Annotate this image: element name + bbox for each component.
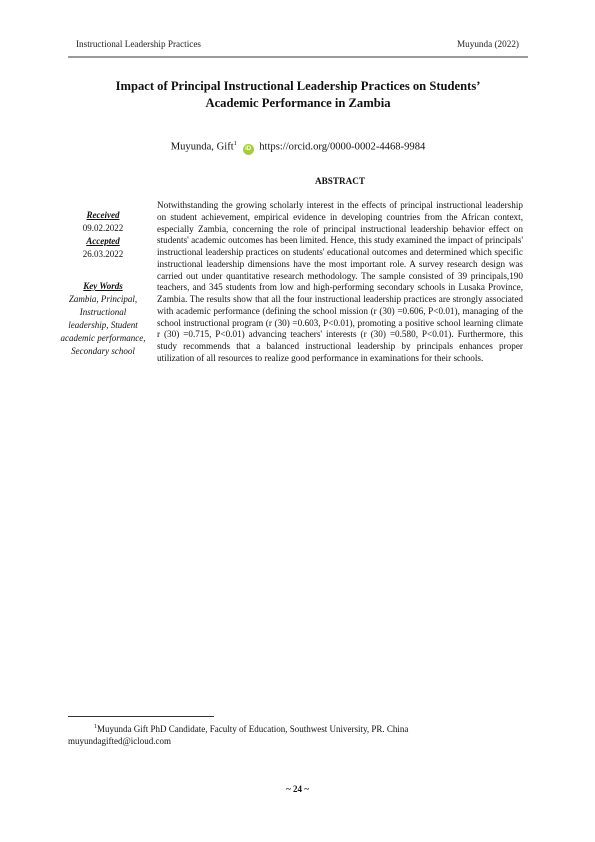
received-date: 09.02.2022 — [82, 223, 124, 233]
footnote-mark: 1 — [94, 724, 97, 730]
paper-title-line-1: Impact of Principal Instructional Leadership Practices on Students’ — [115, 79, 481, 93]
footnote-divider — [68, 716, 214, 717]
article-info-sidebar — [60, 209, 146, 358]
footnote-email[interactable]: muyundagifted@icloud.com — [68, 736, 172, 746]
author-line — [68, 140, 528, 155]
abstract-text: Notwithstanding the growing scholarly interest in the effects of principal instructional leadership on student achievement, empirical evidence in developing countries from the African context, especially Zambia, concerning the role of principal instructional leadership behavior effect on students' academic outcomes has been limited. Hence, this study examined the impact of principals' instructional leadership practices on students' educational outcomes and determined which specific instructional leadership dimensions have the most important role. A survey research design was carried out under quantitative research methodology. The sample consisted of 39 principals,190 teachers, and 345 students from low and high-performing secondary schools in Lusaka Province, Zambia. The results show that all the four instructional leadership practices are strongly associated with academic performance (defining the school mission (r (30) =0.606, P<0.01), managing of the school instructional program (r (30) =0.603, P<0.01), promoting a positive school learning climate r (30) =0.715, P<0.01) advancing teachers' interests (r (30) =0.580, P<0.01). Furthermore, this study recommends that a balanced instructional leadership by principals enhances proper utilization of all resources to realize good performance in examinations for their schools. — [157, 200, 523, 363]
keywords-label: Key Words — [83, 281, 123, 291]
header-divider — [68, 56, 528, 58]
author-footnote — [68, 721, 528, 747]
author-footnote-mark: 1 — [233, 140, 237, 147]
abstract-heading: ABSTRACT — [314, 176, 366, 186]
accepted-date: 26.03.2022 — [82, 249, 124, 259]
page-number: ~ 24 ~ — [286, 784, 309, 794]
footnote-affiliation: Muyunda Gift PhD Candidate, Faculty of Education, Southwest University, PR. China — [97, 724, 409, 734]
received-label: Received — [86, 210, 120, 220]
paper-title-line-2: Academic Performance in Zambia — [205, 96, 391, 110]
keywords-list: Zambia, Principal, Instructional leadership, Student academic performance, Secondary school — [60, 294, 146, 356]
orcid-link[interactable]: https://orcid.org/0000-0002-4468-9984 — [259, 141, 426, 153]
paper-title — [68, 78, 528, 112]
running-header-author: Muyunda (2022) — [456, 39, 519, 49]
accepted-label: Accepted — [86, 236, 120, 246]
author-name: Muyunda, Gift — [170, 141, 234, 153]
orcid-icon[interactable]: iD — [243, 144, 254, 155]
running-header-title: Instructional Leadership Practices — [76, 39, 202, 49]
